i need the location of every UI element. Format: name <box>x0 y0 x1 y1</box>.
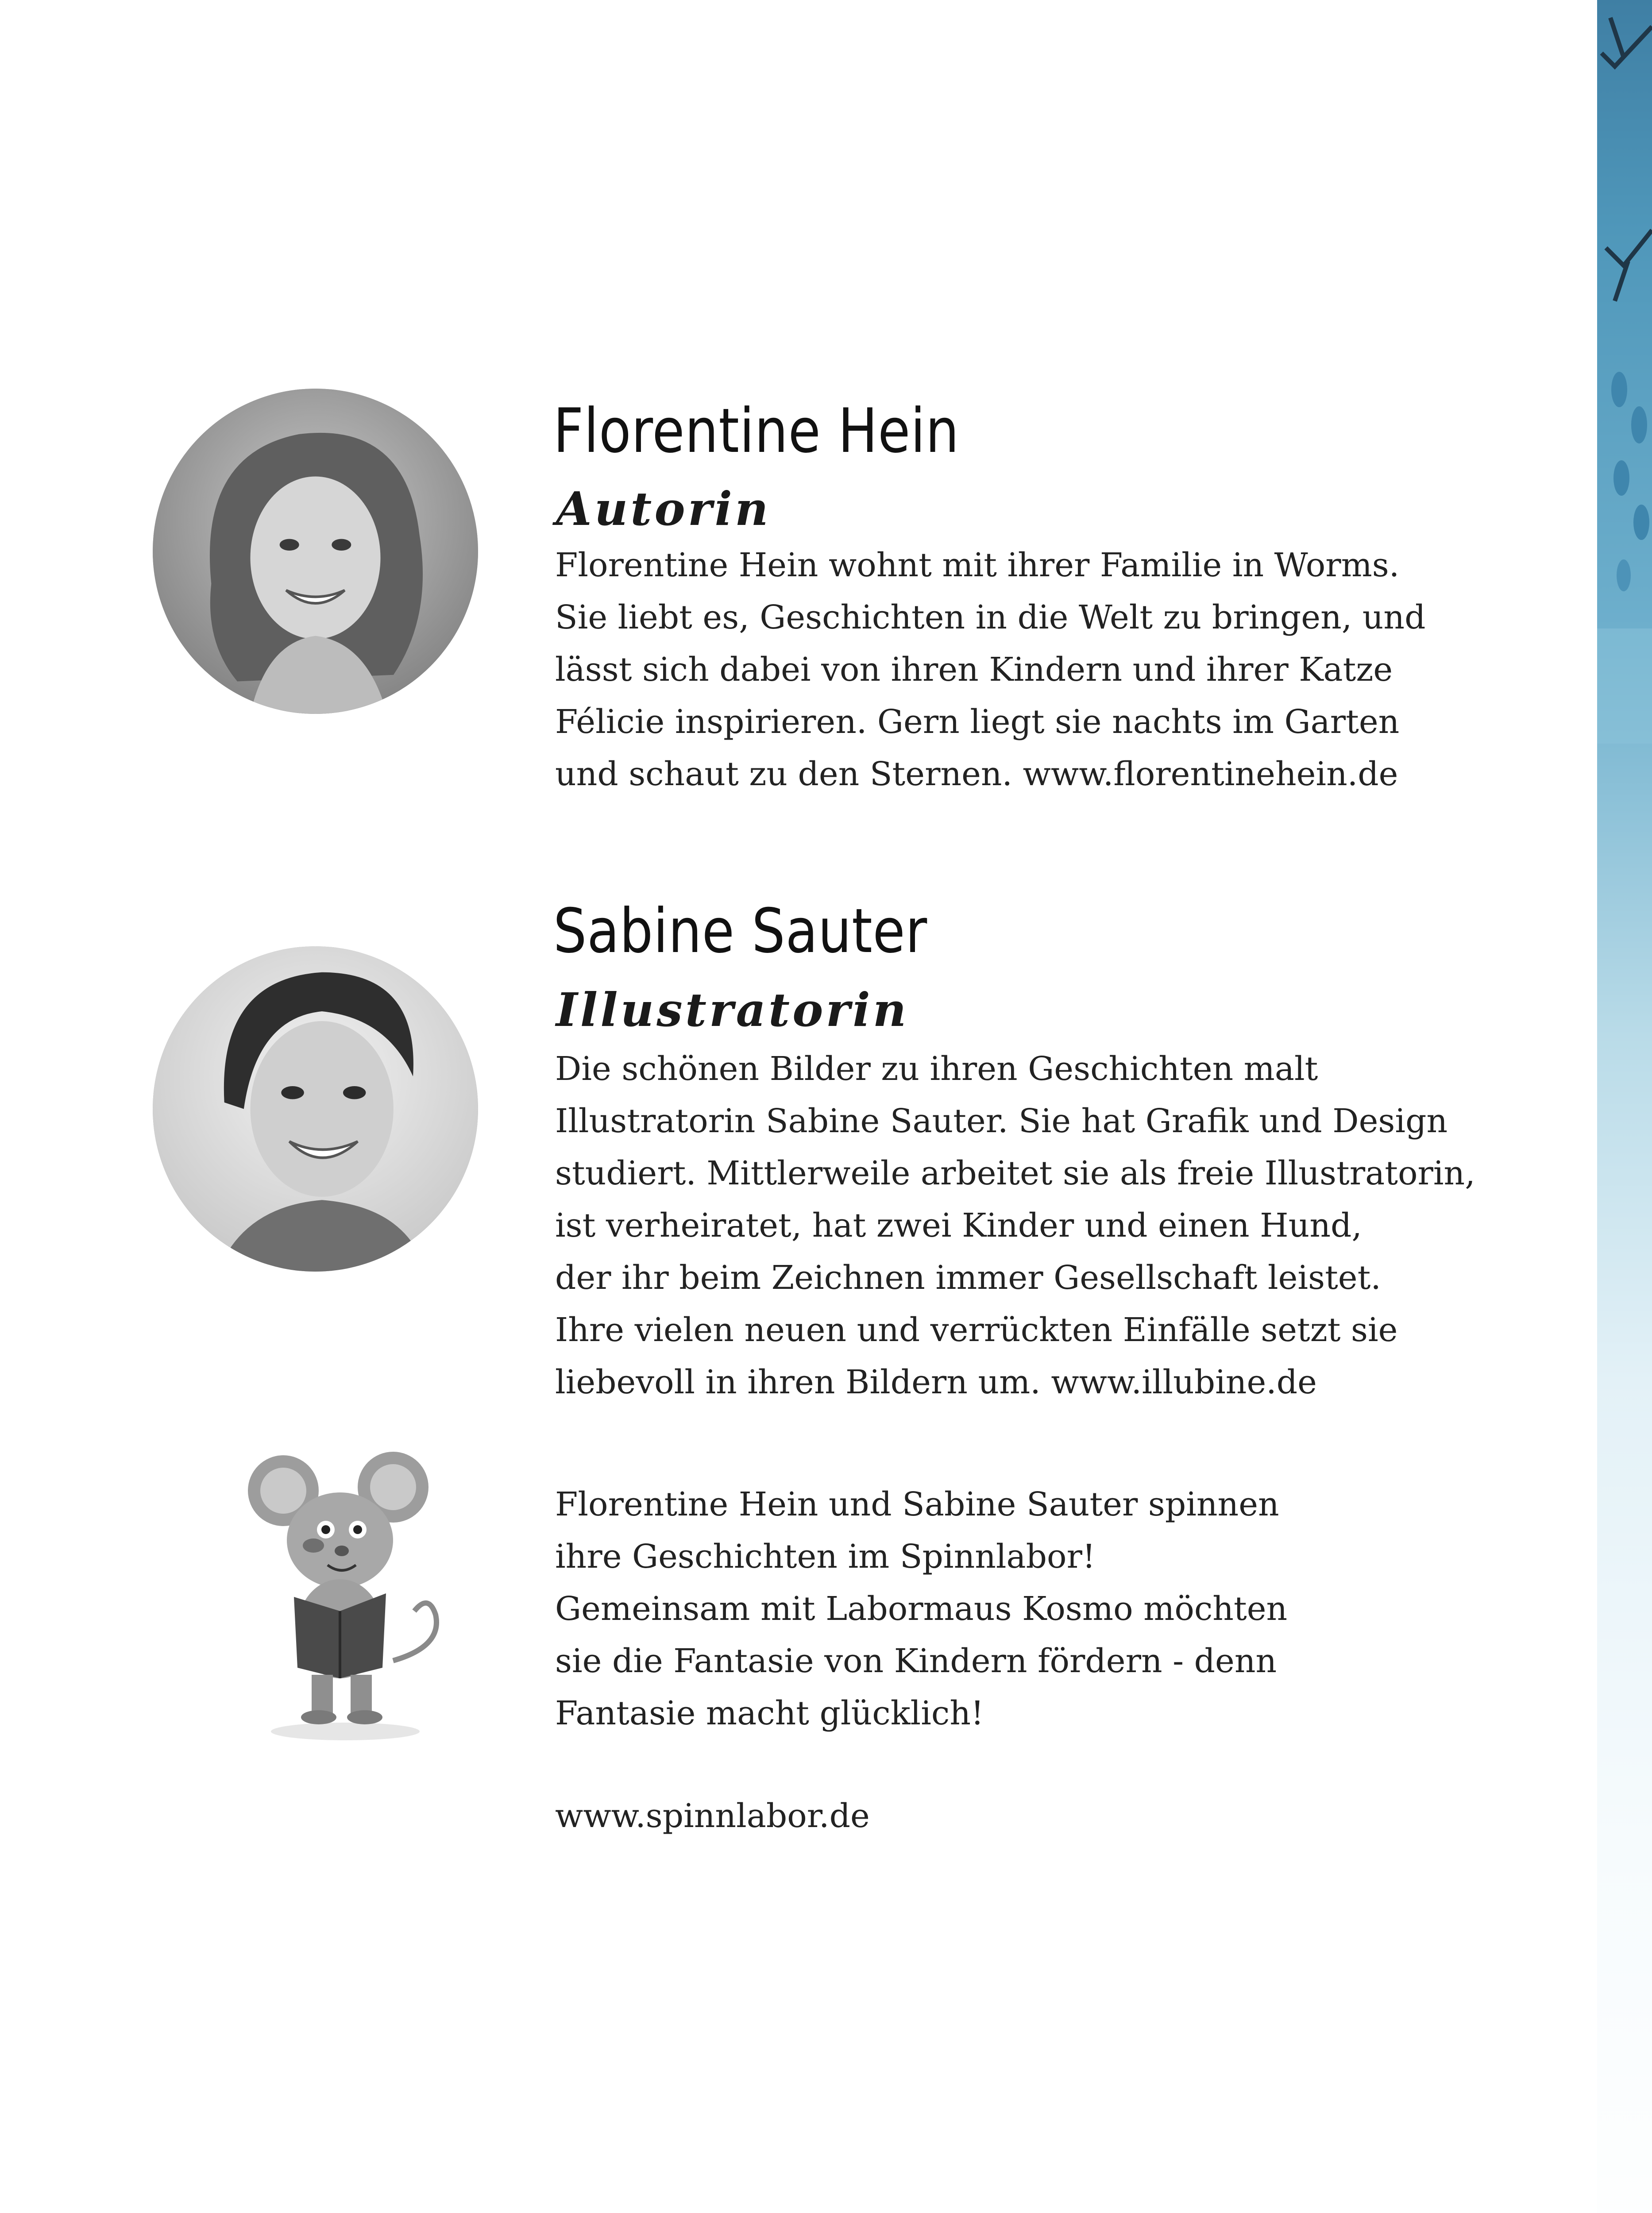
author-photo <box>153 389 478 714</box>
spinnlabor-url: www.spinnlabor.de <box>555 1797 870 1835</box>
bio-line: Florentine Hein und Sabine Sauter spinnen <box>555 1485 1279 1523</box>
spinnlabor-text <box>555 1478 1287 1739</box>
bio-line: der ihr beim Zeichnen immer Gesellschaft leistet. <box>555 1259 1381 1297</box>
bio-line: Illustratorin Sabine Sauter. Sie hat Grafik und Design <box>555 1102 1448 1140</box>
bio-line: ist verheiratet, hat zwei Kinder und einen Hund, <box>555 1207 1362 1245</box>
bio-line: Gemeinsam mit Labormaus Kosmo möchten <box>555 1590 1288 1628</box>
bio-line: studiert. Mittlerweile arbeitet sie als freie Illustratorin, <box>555 1154 1475 1192</box>
bio-line: Sie liebt es, Geschichten in die Welt zu bringen, und <box>555 598 1426 636</box>
bio-line: Fantasie macht glücklich! <box>555 1694 984 1732</box>
illustrator-photo <box>153 946 478 1272</box>
illustrator-role: Illustratorin <box>556 983 909 1037</box>
illustrator-name: Sabine Sauter <box>553 895 928 967</box>
bio-line: Félicie inspirieren. Gern liegt sie nachts im Garten <box>555 703 1400 741</box>
bio-line: und schaut zu den Sternen. www.florentinehein.de <box>555 755 1398 793</box>
bio-line: Florentine Hein wohnt mit ihrer Familie in Worms. <box>555 546 1400 584</box>
author-role: Autorin <box>556 482 771 536</box>
bio-line: Die schönen Bilder zu ihren Geschichten malt <box>555 1050 1318 1088</box>
mouse-mascot-illustration <box>230 1452 460 1744</box>
bio-line: Ihre vielen neuen und verrückten Einfälle setzt sie <box>555 1311 1398 1349</box>
cover-illustration-edge <box>1597 0 1652 2213</box>
bio-line: ihre Geschichten im Spinnlabor! <box>555 1538 1096 1576</box>
bio-line: liebevoll in ihren Bildern um. www.illubine.de <box>555 1363 1317 1401</box>
author-bio <box>555 539 1425 800</box>
illustrator-bio <box>555 1043 1475 1408</box>
author-name: Florentine Hein <box>553 395 960 467</box>
bio-line: lässt sich dabei von ihren Kindern und ihrer Katze <box>555 651 1393 689</box>
bio-line: sie die Fantasie von Kindern fördern - denn <box>555 1642 1277 1680</box>
